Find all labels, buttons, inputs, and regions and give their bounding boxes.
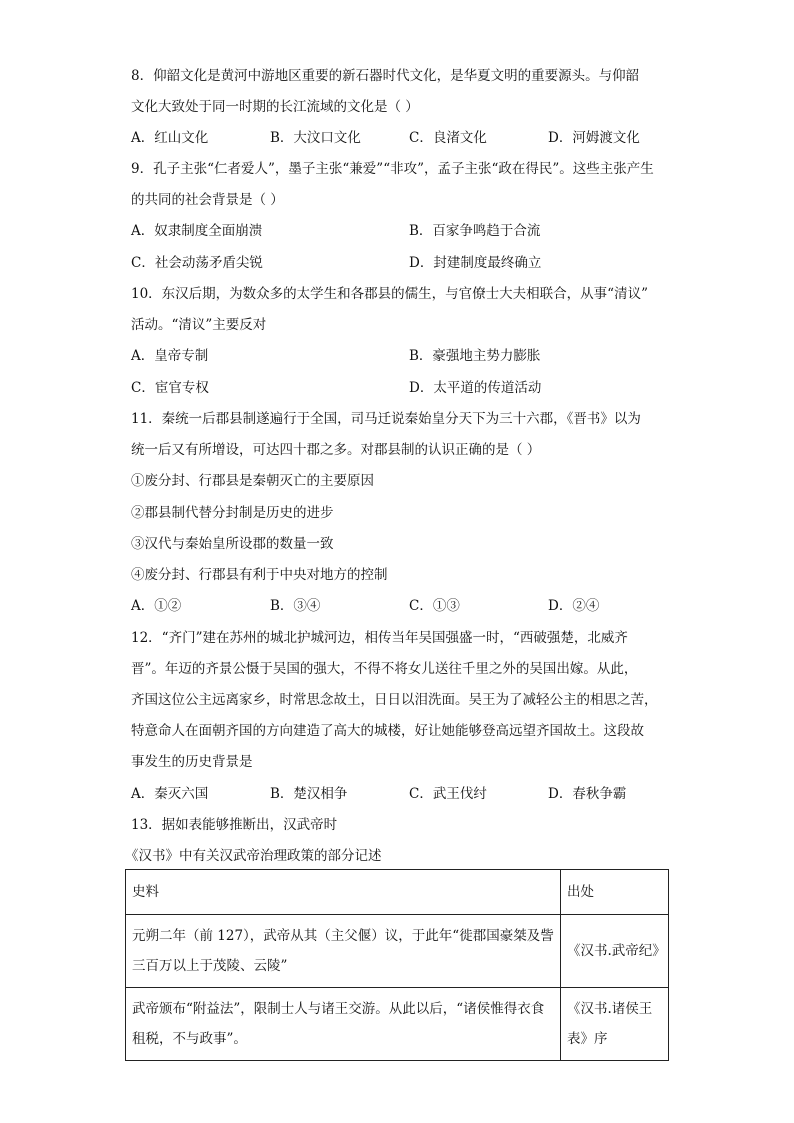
q11-option-b: B．③④	[270, 598, 321, 614]
q11-option-a: A．①②	[131, 598, 182, 614]
q11-statement-1: ①废分封、行郡县是秦朝灭亡的主要原因	[131, 473, 374, 489]
q12-option-c: C．武王伐纣	[409, 786, 487, 802]
q8-stem-line-1: 8．仰韶文化是黄河中游地区重要的新石器时代文化，是华夏文明的重要源头。与仰韶	[131, 68, 640, 84]
q8-stem-line-2: 文化大致处于同一时期的长江流域的文化是（ ）	[131, 99, 419, 115]
table-row	[126, 988, 669, 1061]
table-header-origin: 出处	[561, 870, 669, 915]
q8-option-d: D．河姆渡文化	[548, 130, 640, 146]
q10-option-c: C．宦官专权	[131, 380, 209, 396]
q12-stem-line-5: 事发生的历史背景是	[131, 754, 253, 770]
q8-option-a: A．红山文化	[131, 130, 209, 146]
table-cell-source-text: 武帝颁布“附益法”，限制士人与诸王交游。从此以后，“诸侯惟得衣食租税，不与政事”。	[126, 988, 561, 1061]
q10-option-d: D．太平道的传道活动	[409, 380, 542, 396]
q12-option-b: B．楚汉相争	[270, 786, 348, 802]
table-cell-origin: 《汉书.武帝纪》	[561, 915, 669, 988]
q13-stem-line-1: 13．据如表能够推断出，汉武帝时	[131, 817, 338, 833]
q11-stem-line-1: 11．秦统一后郡县制遂遍行于全国，司马迁说秦始皇分天下为三十六郡，《晋书》以为	[131, 411, 641, 427]
q12-option-d: D．春秋争霸	[548, 786, 627, 802]
table-header-source-text: 史料	[126, 870, 561, 915]
q11-statement-3: ③汉代与秦始皇所设郡的数量一致	[131, 536, 334, 552]
q9-stem-line-2: 的共同的社会背景是（ ）	[131, 192, 284, 208]
q8-option-c: C．良渚文化	[409, 130, 487, 146]
q11-stem-line-2: 统一后又有所增设，可达四十郡之多。对郡县制的认识正确的是（ ）	[131, 442, 541, 458]
q12-stem-line-3: 齐国这位公主远离家乡，时常思念故土，日日以泪洗面。吴王为了减轻公主的相思之苦，	[131, 692, 658, 708]
q9-option-d: D．封建制度最终确立	[409, 255, 542, 271]
q11-option-d: D．②④	[548, 598, 600, 614]
q12-stem-line-4: 特意命人在面朝齐国的方向建造了高大的城楼，好让她能够登高远望齐国故土。这段故	[131, 723, 644, 739]
q9-option-b: B．百家争鸣趋于合流	[409, 223, 541, 239]
q10-option-b: B．豪强地主势力膨胀	[409, 348, 541, 364]
q9-option-a: A．奴隶制度全面崩溃	[131, 223, 263, 239]
q11-statement-4: ④废分封、行郡县有利于中央对地方的控制	[131, 567, 388, 583]
history-source-table	[125, 869, 669, 1061]
q12-stem-line-1: 12．“齐门”建在苏州的城北护城河边，相传当年吴国强盛一时，“西破强楚，北威齐	[131, 630, 628, 646]
q13-table-caption: 《汉书》中有关汉武帝治理政策的部分记述	[125, 848, 382, 864]
table-cell-origin: 《汉书.诸侯王表》序	[561, 988, 669, 1061]
table-row	[126, 915, 669, 988]
q9-stem-line-1: 9．孔子主张“仁者爱人”，墨子主张“兼爱”“非攻”，孟子主张“政在得民”。这些主张产生	[131, 161, 654, 177]
q8-option-b: B．大汶口文化	[270, 130, 361, 146]
q10-stem-line-2: 活动。“清议”主要反对	[131, 317, 267, 333]
q11-option-c: C．①③	[409, 598, 460, 614]
q11-statement-2: ②郡县制代替分封制是历史的进步	[131, 505, 334, 521]
q9-option-c: C．社会动荡矛盾尖锐	[131, 255, 263, 271]
table-cell-source-text: 元朔二年（前 127），武帝从其（主父偃）议，于此年“徙郡国豪桀及訾三百万以上于茂陵、云陵”	[126, 915, 561, 988]
q12-option-a: A．秦灭六国	[131, 786, 209, 802]
q10-option-a: A．皇帝专制	[131, 348, 209, 364]
q12-stem-line-2: 晋”。年迈的齐景公慑于吴国的强大，不得不将女儿送往千里之外的吴国出嫁。从此，	[131, 661, 638, 677]
q10-stem-line-1: 10．东汉后期，为数众多的太学生和各郡县的儒生，与官僚士大夫相联合，从事“清议”	[131, 286, 648, 302]
table-header-row	[126, 870, 669, 915]
